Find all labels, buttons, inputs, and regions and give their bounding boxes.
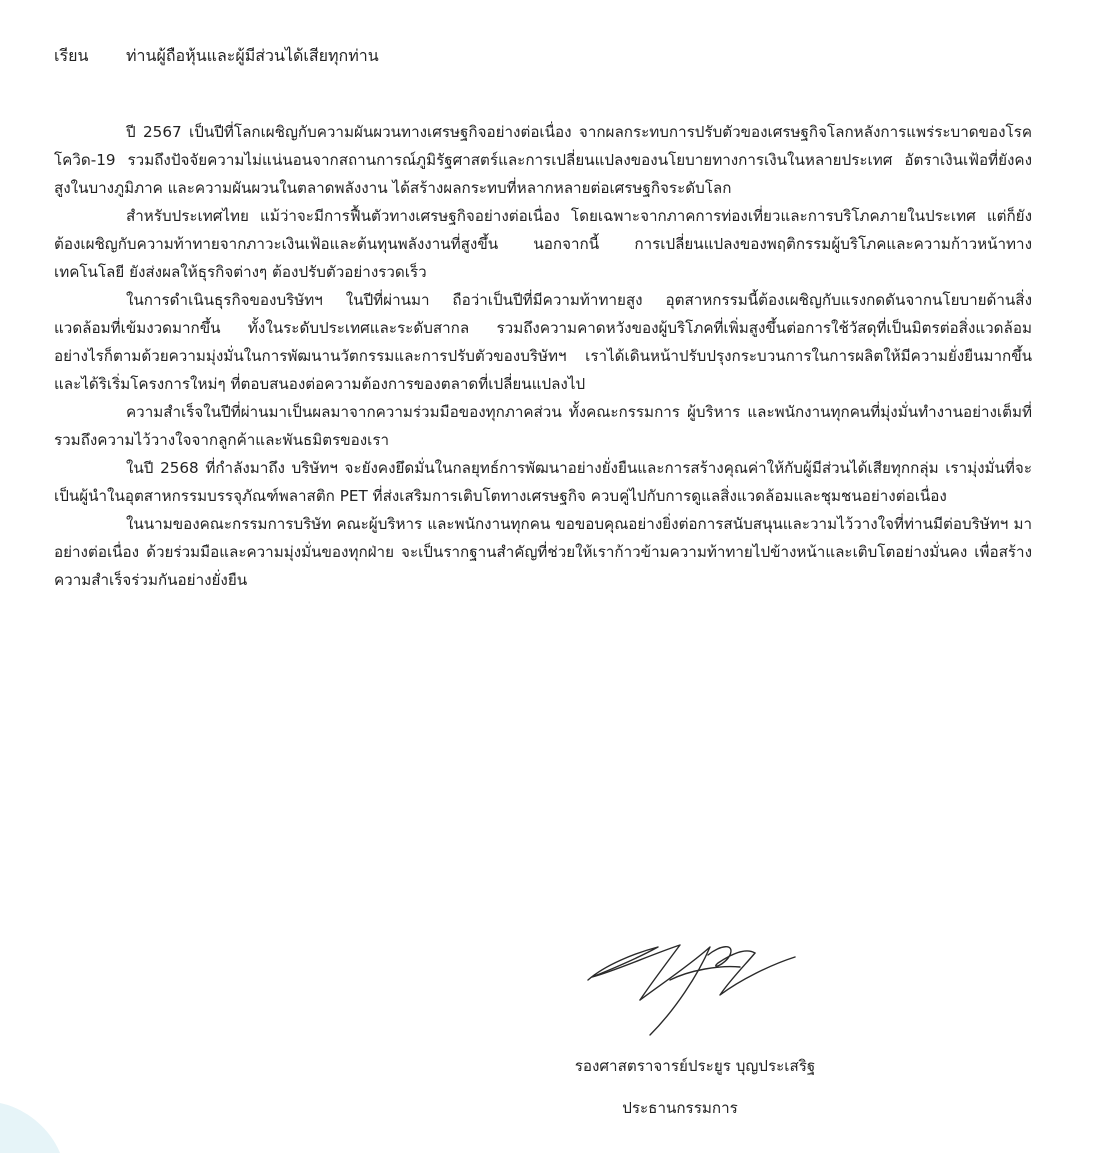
signer-name: รองศาสตราจารย์ประยูร บุญประเสริฐ xyxy=(574,1057,816,1075)
handwritten-signature xyxy=(580,925,820,1040)
letter-body xyxy=(54,118,1032,594)
signer-title: ประธานกรรมการ xyxy=(622,1099,738,1117)
salutation-recipient: ท่านผู้ถือหุ้นและผู้มีส่วนได้เสียทุกท่าน xyxy=(126,46,379,65)
corner-decoration xyxy=(0,1103,60,1153)
paragraph-4: ความสำเร็จในปีที่ผ่านมาเป็นผลมาจากความร่วมมือของทุกภาคส่วน ทั้งคณะกรรมการ ผู้บริหาร และพนักงานทุกคนที่มุ่งมั่นทำงานอย่างเต็มที่ รวมถึงความไว้วางใจจากลูกค้าและพันธมิตรของเรา xyxy=(54,403,1032,449)
paragraph-5: ในปี 2568 ที่กำลังมาถึง บริษัทฯ จะยังคงยึดมั่นในกลยุทธ์การพัฒนาอย่างยั่งยืนและการสร้างคุณค่าให้กับผู้มีส่วนได้เสียทุกกลุ่ม เรามุ่งมั่นที่จะเป็นผู้นำในอุตสาหกรรมบรรจุภัณฑ์พลาสติก PET ที่ส่งเสริมการเติบโตทางเศรษฐกิจ ควบคู่ไปกับการดูแลสิ่งแวดล้อมและชุมชนอย่างต่อเนื่อง xyxy=(54,459,1032,505)
salutation-label: เรียน xyxy=(54,46,89,65)
salutation xyxy=(54,45,379,67)
paragraph-1: ปี 2567 เป็นปีที่โลกเผชิญกับความผันผวนทางเศรษฐกิจอย่างต่อเนื่อง จากผลกระทบการปรับตัวของเศรษฐกิจโลกหลังการแพร่ระบาดของโรคโควิด-19 รวมถึงปัจจัยความไม่แน่นอนจากสถานการณ์ภูมิรัฐศาสตร์และการเปลี่ยนแปลงของนโยบายทางการเงินในหลายประเทศ อัตราเงินเฟ้อที่ยังคงสูงในบางภูมิภาค และความผันผวนในตลาดพลังงาน ได้สร้างผลกระทบที่หลากหลายต่อเศรษฐกิจระดับโลก xyxy=(54,123,1032,197)
paragraph-3: ในการดำเนินธุรกิจของบริษัทฯ ในปีที่ผ่านมา ถือว่าเป็นปีที่มีความท้าทายสูง อุตสาหกรรมนี้ต้องเผชิญกับแรงกดดันจากนโยบายด้านสิ่งแวดล้อมที่เข้มงวดมากขึ้น ทั้งในระดับประเทศและระดับสากล รวมถึงความคาดหวังของผู้บริโภคที่เพิ่มสูงขึ้นต่อการใช้วัสดุที่เป็นมิตรต่อสิ่งแวดล้อม อย่างไรก็ตามด้วยความมุ่งมั่นในการพัฒนานวัตกรรมและการปรับตัวของบริษัทฯ เราได้เดินหน้าปรับปรุงกระบวนการในการผลิตให้มีความยั่งยืนมากขึ้น และได้ริเริ่มโครงการใหม่ๆ ที่ตอบสนองต่อความต้องการของตลาดที่เปลี่ยนแปลงไป xyxy=(54,291,1032,393)
paragraph-2: สำหรับประเทศไทย แม้ว่าจะมีการฟื้นตัวทางเศรษฐกิจอย่างต่อเนื่อง โดยเฉพาะจากภาคการท่องเที่ยวและการบริโภคภายในประเทศ แต่ก็ยังต้องเผชิญกับความท้าทายจากภาวะเงินเฟ้อและต้นทุนพลังงานที่สูงขึ้น นอกจากนี้ การเปลี่ยนแปลงของพฤติกรรมผู้บริโภคและความก้าวหน้าทางเทคโนโลยี ยังส่งผลให้ธุรกิจต่างๆ ต้องปรับตัวอย่างรวดเร็ว xyxy=(54,207,1032,281)
paragraph-6: ในนามของคณะกรรมการบริษัท คณะผู้บริหาร และพนักงานทุกคน ขอขอบคุณอย่างยิ่งต่อการสนับสนุนและวามไว้วางใจที่ท่านมีต่อบริษัทฯ มาอย่างต่อเนื่อง ด้วยร่วมมือและความมุ่งมั่นของทุกฝ่าย จะเป็นรากฐานสำคัญที่ช่วยให้เราก้าวข้ามความท้าทายไปข้างหน้าและเติบโตอย่างมั่นคง เพื่อสร้างความสำเร็จร่วมกันอย่างยั่งยืน xyxy=(54,515,1032,589)
